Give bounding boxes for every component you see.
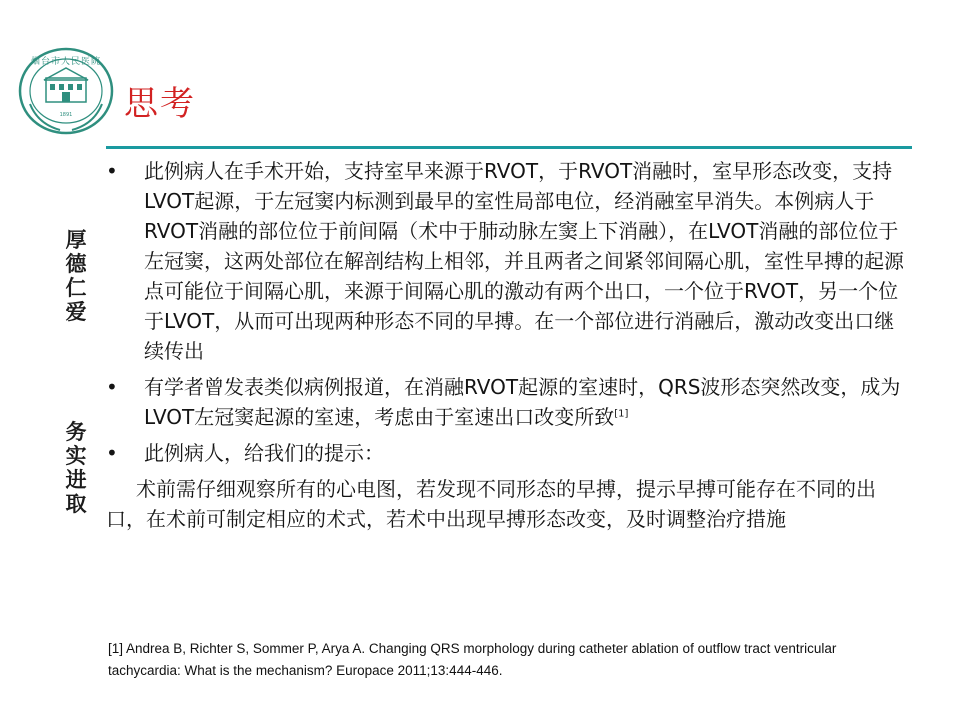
summary-paragraph: 术前需仔细观察所有的心电图，若发现不同形态的早搏，提示早搏可能存在不同的出口，在术前可制定相应的术式，若术中出现早搏形态改变，及时调整治疗措施 (106, 477, 876, 531)
slide-title: 思考 (124, 84, 196, 124)
bullet-icon: • (106, 375, 118, 399)
logo-text: 烟台市人民医院 (30, 57, 102, 67)
motto-char: 取 (65, 491, 87, 516)
motto-char: 务 (65, 419, 87, 444)
bullet-icon: • (106, 441, 118, 465)
bullet-item (106, 372, 906, 432)
bullet-text: 此例病人，给我们的提示： (144, 441, 384, 465)
bullet-text: 此例病人在手术开始，支持室早来源于RVOT，于RVOT消融时，室早形态改变，支持LVOT起源，于左冠窦内标测到最早的室性局部电位，经消融室早消失。本例病人于RVOT消融的部位位于前间隔（术中于肺动脉左窦上下消融），在LVOT消融的部位位于左冠窦，这两处部位在解剖结构上相邻，并且两者之间紧邻间隔心肌，室性早搏的起源点可能位于间隔心肌，来源于间隔心肌的激动有两个出口，一个位于RVOT，另一个位于LVOT，从而可出现两种形态不同的早搏。在一个部位进行消融后，激动改变出口继续传出 (144, 159, 904, 363)
motto-char: 实 (65, 443, 87, 468)
bullet-item (106, 156, 906, 366)
reference-citation: [1] Andrea B, Richter S, Sommer P, Arya A. Changing QRS morphology during catheter ablation of outflow tract ventricular tachycardia: What is the mechanism? Europace 2011;13:444-446. (108, 641, 837, 678)
motto-top (62, 228, 90, 324)
hospital-logo (14, 44, 118, 138)
svg-text:1891: 1891 (59, 112, 73, 118)
motto-char: 进 (65, 467, 87, 492)
motto-bottom (62, 420, 90, 516)
bullet-text: 有学者曾发表类似病例报道，在消融RVOT起源的室速时，QRS波形态突然改变，成为LVOT左冠窦起源的室速，考虑由于室速出口改变所致 (144, 375, 901, 429)
motto-char: 仁 (65, 275, 87, 300)
bullet-icon: • (106, 159, 118, 183)
motto-char: 德 (65, 251, 87, 276)
slide-body (106, 156, 906, 534)
citation-marker: [1] (614, 408, 629, 420)
bullet-item (106, 438, 906, 468)
motto-char: 厚 (65, 227, 87, 252)
title-divider (106, 146, 912, 149)
motto-char: 爱 (65, 299, 87, 324)
